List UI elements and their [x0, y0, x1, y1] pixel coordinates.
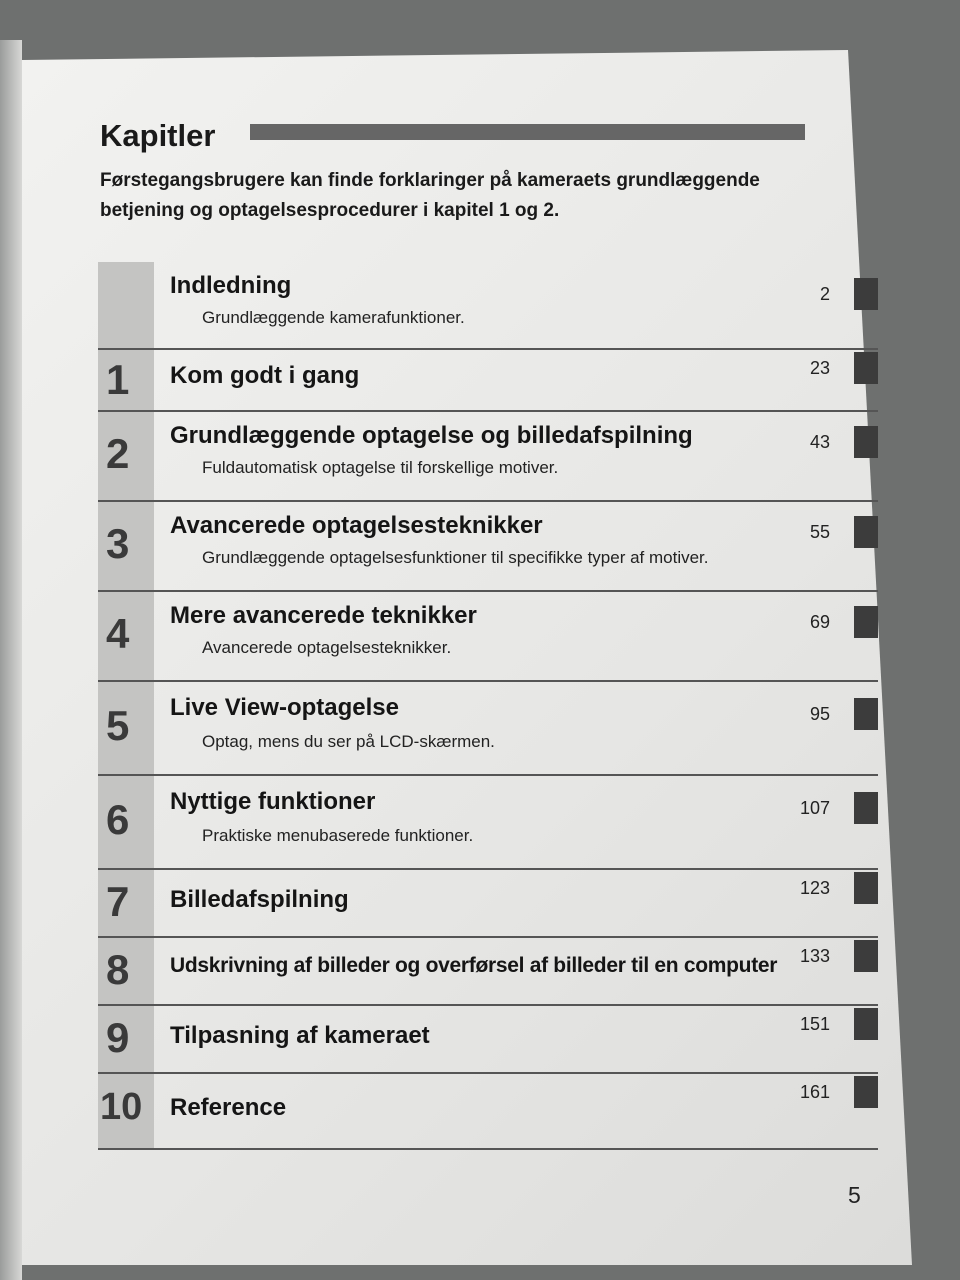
chapter-title: Grundlæggende optagelse og billedafspilning [170, 422, 693, 449]
chapter-subtitle: Grundlæggende optagelsesfunktioner til specifikke typer af motiver. [202, 548, 709, 567]
chapter-row-3[interactable] [98, 502, 878, 592]
chapter-number-cell [98, 682, 154, 774]
chapter-number-cell [98, 938, 154, 1004]
chapter-subtitle: Praktiske menubaserede funktioner. [202, 826, 474, 845]
thumb-tab [854, 698, 878, 730]
intro-text: Førstegangsbrugere kan finde forklaringer på kameraets grundlæggende betjening og optagelsesprocedurer i kapitel 1 og 2. [100, 170, 760, 221]
chapter-number-cell [98, 1074, 154, 1148]
chapter-number: 7 [106, 878, 130, 925]
chapter-title: Reference [170, 1094, 287, 1121]
chapter-page: 69 [809, 612, 830, 632]
chapter-title: Avancerede optagelsesteknikker [170, 512, 543, 539]
chapter-number-cell [98, 870, 154, 936]
thumb-tab [854, 872, 878, 904]
chapter-page: 2 [819, 284, 830, 304]
chapter-subtitle: Fuldautomatisk optagelse til forskellige motiver. [202, 458, 559, 477]
chapter-row-9[interactable] [98, 1006, 878, 1074]
chapter-page: 107 [799, 798, 830, 818]
chapter-number: 2 [106, 430, 130, 477]
chapter-number: 3 [106, 520, 130, 567]
chapter-row-6[interactable] [98, 776, 878, 870]
thumb-tab [854, 352, 878, 384]
chapter-number-cell [98, 1006, 154, 1072]
chapter-page: 123 [799, 878, 830, 898]
chapter-row-8[interactable] [98, 938, 878, 1006]
title-rule-bar [250, 124, 805, 140]
chapter-row-10[interactable] [98, 1074, 878, 1150]
chapter-page: 55 [809, 522, 830, 542]
book-spine [0, 40, 22, 1280]
chapter-title: Tilpasning af kameraet [170, 1022, 430, 1049]
chapter-number: 9 [106, 1014, 130, 1061]
chapter-number-cell [98, 412, 154, 500]
chapter-page: 151 [799, 1014, 830, 1034]
chapter-number: 8 [106, 946, 130, 993]
chapter-title: Nyttige funktioner [170, 788, 376, 815]
chapter-row-intro[interactable] [98, 262, 878, 350]
chapter-number: 6 [106, 796, 130, 843]
chapter-number: 5 [106, 702, 130, 749]
chapter-title: Mere avancerede teknikker [170, 602, 477, 629]
chapter-title: Live View-optagelse [170, 694, 399, 721]
chapter-number-cell [98, 776, 154, 868]
thumb-tab [854, 278, 878, 310]
chapter-number-cell [98, 502, 154, 590]
chapter-subtitle: Optag, mens du ser på LCD-skærmen. [202, 732, 495, 751]
thumb-tab [854, 426, 878, 458]
chapter-page: 133 [799, 946, 830, 966]
chapter-page: 161 [799, 1082, 830, 1102]
chapter-row-2[interactable] [98, 412, 878, 502]
thumb-tab [854, 1076, 878, 1108]
chapter-subtitle: Avancerede optagelsesteknikker. [202, 638, 452, 657]
chapter-row-5[interactable] [98, 682, 878, 776]
chapter-title: Indledning [170, 272, 292, 299]
thumb-tab [854, 940, 878, 972]
thumb-tab [854, 792, 878, 824]
chapter-title: Udskrivning af billeder og overførsel af billeder til en computer [170, 954, 778, 977]
chapter-page: 23 [809, 358, 830, 378]
chapter-subtitle: Grundlæggende kamerafunktioner. [202, 308, 465, 327]
thumb-tab [854, 1008, 878, 1040]
page-title: Kapitler [100, 118, 216, 153]
chapter-number: 10 [100, 1086, 143, 1128]
page-number: 5 [848, 1182, 861, 1208]
chapter-number-cell [98, 350, 154, 410]
chapter-title: Kom godt i gang [170, 362, 360, 389]
chapter-row-4[interactable] [98, 592, 878, 682]
thumb-tab [854, 516, 878, 548]
chapter-page: 43 [809, 432, 830, 452]
chapter-number-cell [98, 592, 154, 680]
chapter-number: 4 [106, 610, 130, 657]
chapter-row-1[interactable] [98, 350, 878, 412]
chapter-number-cell [98, 262, 154, 348]
chapter-header [100, 112, 810, 162]
chapter-page: 95 [809, 704, 830, 724]
chapter-number: 1 [106, 356, 130, 403]
chapter-row-7[interactable] [98, 870, 878, 938]
thumb-tab [854, 606, 878, 638]
chapter-title: Billedafspilning [170, 886, 349, 913]
